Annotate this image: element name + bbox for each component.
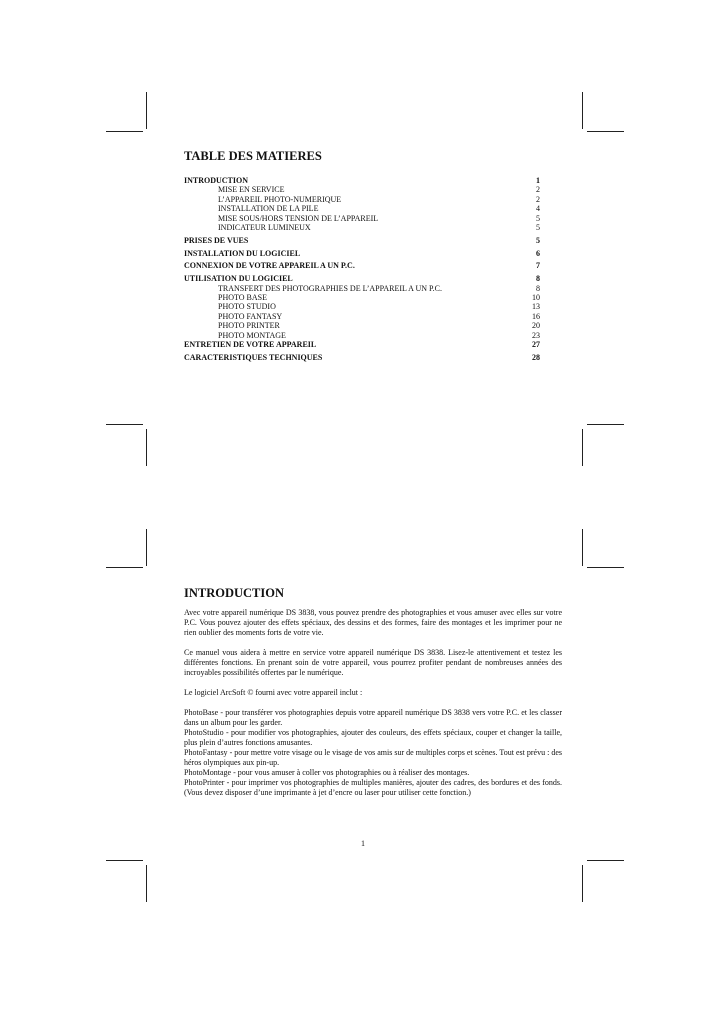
toc-entry: [184, 195, 540, 204]
toc-entry-label: L’APPAREIL PHOTO-NUMERIQUE: [218, 194, 342, 204]
toc-entry-page: 8: [536, 283, 540, 293]
toc-entry-page: 2: [536, 194, 540, 204]
toc-entry: [184, 274, 540, 283]
toc-entry: [184, 353, 540, 362]
toc-entry: [184, 340, 540, 349]
crop-mark: [587, 131, 624, 132]
toc-entry-label: PHOTO FANTASY: [218, 311, 283, 321]
toc-entry-label: PHOTO BASE: [218, 293, 267, 303]
toc-entry-page: 1: [536, 176, 540, 185]
toc-entry-page: 7: [536, 261, 540, 271]
crop-mark: [146, 529, 147, 566]
toc-entry: [184, 249, 540, 258]
toc-entry: [184, 284, 540, 293]
toc-entry-page: 10: [532, 293, 540, 303]
toc-entry-label: INSTALLATION DE LA PILE: [218, 204, 319, 214]
page-number: 1: [361, 839, 365, 848]
crop-mark: [106, 860, 143, 861]
toc-entry-label: PHOTO MONTAGE: [218, 330, 286, 340]
toc-entry-page: 20: [532, 321, 540, 331]
toc-entry-label: INSTALLATION DU LOGICIEL: [184, 248, 301, 258]
software-list-item: PhotoPrinter - pour imprimer vos photographies de multiples manières, ajouter des cadres, des bordures et des fonds. (Vous devez disposer d’une imprimante à jet d’encre ou laser pour utiliser cette fonction.): [184, 778, 562, 797]
intro-paragraph: Le logiciel ArcSoft © fourni avec votre appareil inclut :: [184, 688, 363, 697]
toc-entry-label: TRANSFERT DES PHOTOGRAPHIES DE L’APPAREIL A UN P.C.: [218, 283, 442, 293]
toc-title: TABLE DES MATIERES: [184, 149, 322, 163]
toc-entry: [184, 293, 540, 302]
software-list-item: PhotoBase - pour transférer vos photographies depuis votre appareil numérique DS 3838 vers votre P.C. et les classer dans un album pour les garder.: [184, 708, 562, 727]
crop-mark: [582, 429, 583, 466]
toc-entry-page: 28: [532, 352, 540, 362]
toc-entry-label: UTILISATION DU LOGICIEL: [184, 274, 293, 284]
toc-entry: [184, 185, 540, 194]
toc-entry-label: ENTRETIEN DE VOTRE APPAREIL: [184, 340, 317, 350]
crop-mark: [587, 424, 624, 425]
toc-entry-page: 5: [536, 213, 540, 223]
toc-entry: [184, 236, 540, 245]
toc-entry-page: 6: [536, 248, 540, 258]
toc-entry: [184, 321, 540, 330]
toc-entry-page: 8: [536, 274, 540, 284]
crop-mark: [146, 92, 147, 129]
toc-entry: [184, 204, 540, 213]
toc-entry-label: PHOTO PRINTER: [218, 321, 280, 331]
crop-mark: [587, 567, 624, 568]
crop-mark: [582, 529, 583, 566]
toc-entry-page: 16: [532, 311, 540, 321]
crop-mark: [106, 131, 143, 132]
toc-entry: [184, 176, 540, 185]
crop-mark: [146, 865, 147, 902]
intro-paragraph: Avec votre appareil numérique DS 3838, vous pouvez prendre des photographies et vous amuser avec elles sur votre P.C. Vous pouvez ajouter des effets spéciaux, des dessins et des formes, faire des montages et les imprimer pour ne rien oublier des moments forts de votre vie.: [184, 608, 562, 637]
toc-entry-label: INTRODUCTION: [184, 176, 249, 185]
toc-entry-label: CONNEXION DE VOTRE APPAREIL A UN P.C.: [184, 261, 355, 271]
introduction-heading: INTRODUCTION: [184, 586, 285, 600]
toc-entry-label: PHOTO STUDIO: [218, 302, 276, 312]
toc-entry-page: 27: [532, 340, 540, 350]
crop-mark: [106, 424, 143, 425]
toc-entry-label: INDICATEUR LUMINEUX: [218, 223, 311, 233]
toc-entry-page: 23: [532, 330, 540, 340]
toc-entry: [184, 302, 540, 311]
software-list-item: PhotoStudio - pour modifier vos photographies, ajouter des couleurs, des effets spéciaux, couper et changer la taille, plus plein d’autres fonctions amusantes.: [184, 728, 562, 747]
toc-entry: [184, 312, 540, 321]
crop-mark: [106, 567, 143, 568]
introduction-body: [184, 608, 562, 798]
toc-entry-label: MISE SOUS/HORS TENSION DE L’APPAREIL: [218, 213, 379, 223]
toc-entry-page: 5: [536, 223, 540, 233]
crop-mark: [146, 429, 147, 466]
toc-entry-page: 5: [536, 235, 540, 245]
toc-entry-label: MISE EN SERVICE: [218, 185, 285, 195]
toc-entry-page: 2: [536, 185, 540, 195]
software-list: [184, 708, 562, 798]
software-list-item: PhotoMontage - pour vous amuser à coller vos photographies ou à réaliser des montages.: [184, 768, 470, 777]
toc-entry-label: PRISES DE VUES: [184, 235, 249, 245]
toc-entry: [184, 223, 540, 232]
toc-entry-page: 4: [536, 204, 540, 214]
toc-entry-page: 13: [532, 302, 540, 312]
crop-mark: [582, 865, 583, 902]
toc-entry: [184, 331, 540, 340]
crop-mark: [582, 92, 583, 129]
intro-paragraph: Ce manuel vous aidera à mettre en service votre appareil numérique DS 3838. Lisez-le attentivement et testez les différentes fonctions. En prenant soin de votre appareil, vous pourrez profiter pendant de nombreuses années des incroyables possibilités offertes par le numérique.: [184, 648, 562, 677]
crop-mark: [587, 860, 624, 861]
table-of-contents: [184, 176, 540, 362]
toc-entry: [184, 214, 540, 223]
toc-entry: [184, 261, 540, 270]
toc-entry-label: CARACTERISTIQUES TECHNIQUES: [184, 352, 323, 362]
software-list-item: PhotoFantasy - pour mettre votre visage ou le visage de vos amis sur de multiples corps et scènes. Tout est prévu : des héros olympiques aux pin-up.: [184, 748, 562, 767]
